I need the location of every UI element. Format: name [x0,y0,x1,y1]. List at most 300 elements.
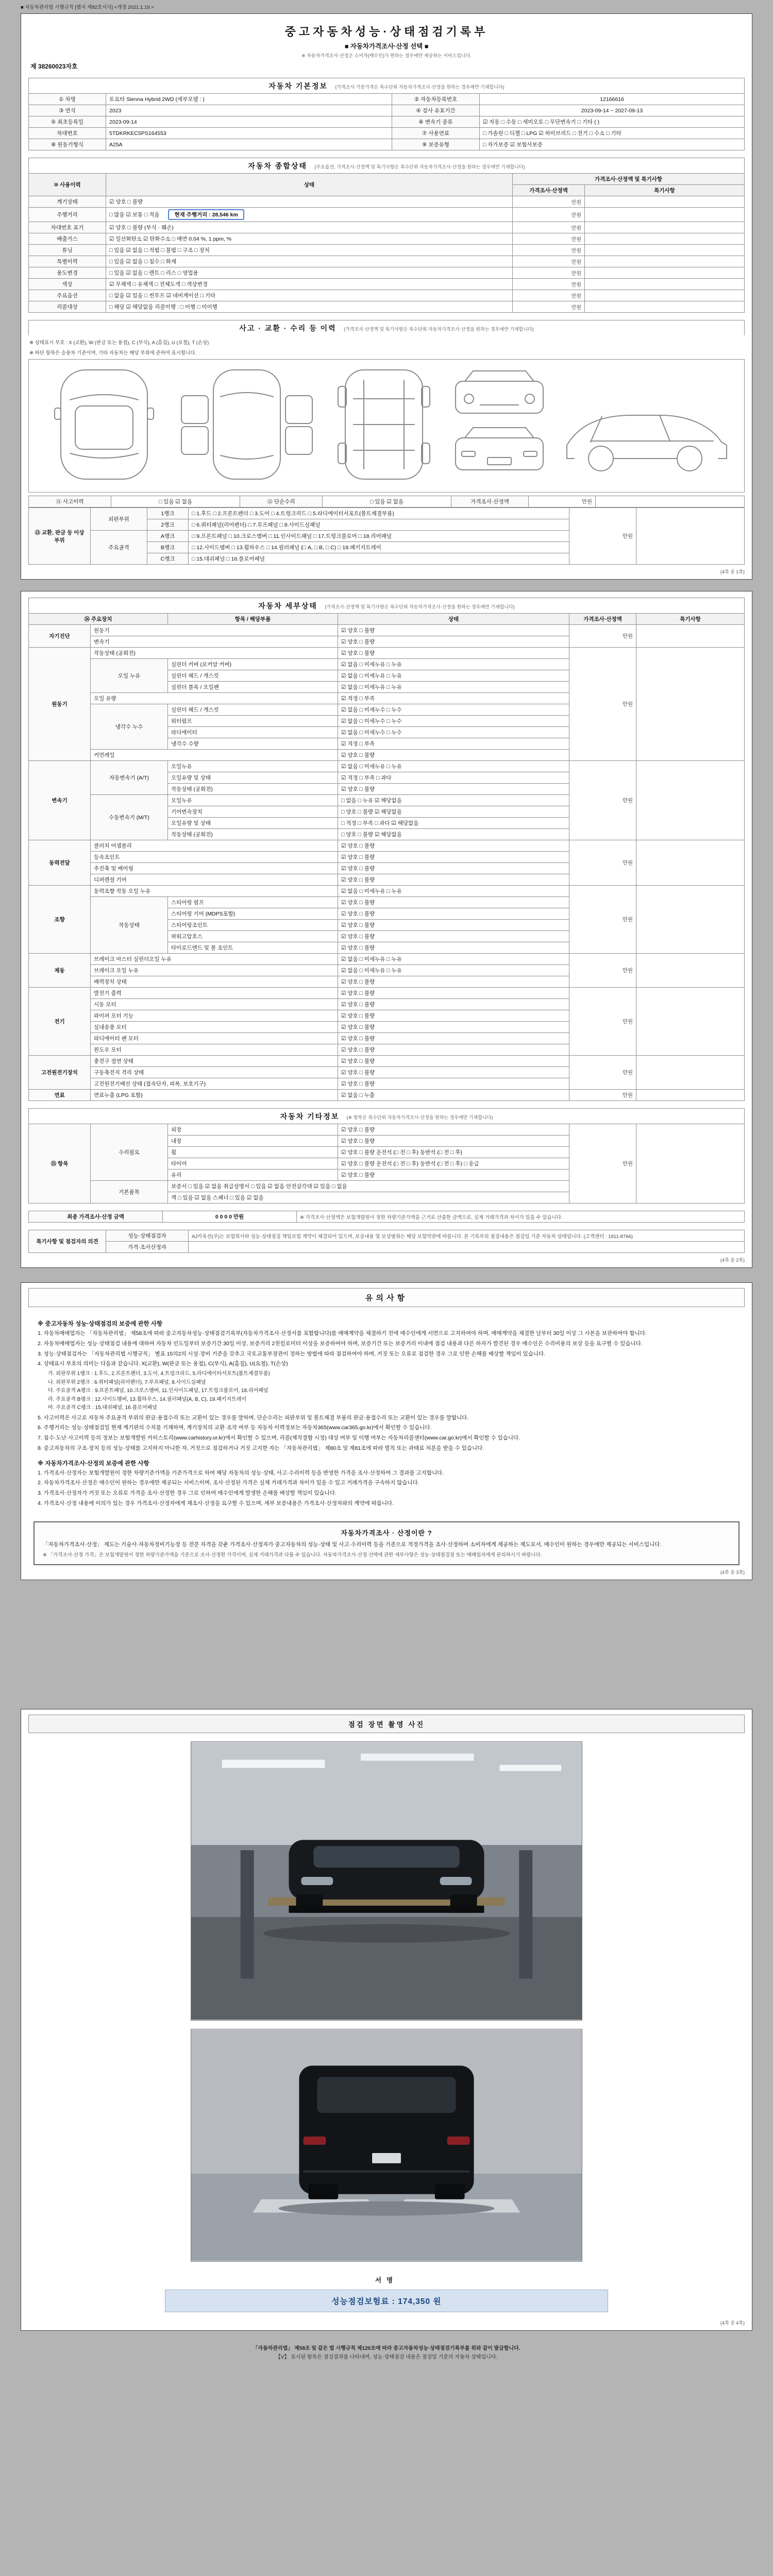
accident-summary-table [28,496,745,507]
notice-line: 가. 외판부위 1랭크 : 1.후드, 2.프론트펜더, 3.도어, 4.트렁크리드, 5.라디에이터서포트(볼트체결부품) [48,1371,270,1377]
car-outline-views [31,363,746,486]
form-cell: 만원 [569,1056,636,1090]
form-cell: 만원 [569,840,636,886]
car-underbody-view [338,370,430,479]
form-cell: 라디에이터 [168,727,338,738]
form-cell: 만원 [569,625,636,648]
damage-code-legend: ※ 상태표시 부호 : X (교환), W (판금 또는 용접), C (부식), A (흠집), U (요철), T (손상) [29,340,209,346]
form-cell: 기본품목 [91,1181,168,1204]
form-cell: C랭크 [147,553,189,565]
page-4 [21,1709,752,2331]
form-cell: 동력전달 [29,840,91,886]
emission-values: ☑ 일산화탄소 ☑ 탄화수소 □ 매연 0.04 %, 1 ppm, % [106,233,513,245]
form-cell: ☑ 없음 □ 미세누수 □ 누수 [338,727,569,738]
form-cell: ☑ 없음 □ 미세누유 □ 누유 [338,886,569,897]
price-appraisal-info-box [33,1521,740,1566]
form-cell: 실린더 헤드 / 개스킷 [168,704,338,716]
form-cell: 만원 [512,245,584,256]
form-cell: 원동기 [91,625,338,636]
section-detail-header [28,598,745,613]
car-front-view [456,371,543,413]
car-exploded-top-view [181,370,312,479]
page-2 [21,591,752,1268]
notices-title: 유의사항 [28,1288,745,1307]
form-cell: 동력조향 작동 오일 누유 [91,886,338,897]
form-cell: 변속기 [91,636,338,648]
form-cell: 냉각수 누수 [91,704,168,750]
form-cell: ☑ 없음 □ 미세누유 □ 누유 [338,954,569,965]
form-cell: ☑ 양호 □ 불량 [338,1056,569,1067]
text: □ 많음 ☑ 보통 □ 적음 [109,212,161,218]
form-cell: 유리 [168,1170,338,1181]
inspection-insurance-fee: 성능점검보험료 : 174,350 원 [165,2290,608,2312]
form-cell: □ 있음 ☑ 없음 □ 적법 □ 불법 □ 구조 □ 장치 [106,245,513,256]
form-cell: 가격조사·산정액 [512,185,584,196]
form-cell: 타이어 [168,1158,338,1170]
notices-body [28,1307,745,1513]
form-cell: 2랭크 [147,519,189,531]
form-cell: ☑ 없음 □ 미세누유 □ 누유 [338,670,569,682]
form-cell: 자동변속기 (A/T) [91,761,168,795]
form-cell: 실린더 커버 (로커암 커버) [168,659,338,670]
form-cell: ☑ 양호 □ 불량 [338,852,569,863]
form-cell [636,840,745,886]
form-cell: 만원 [569,886,636,954]
form-cell: ☑ 양호 □ 불량 [338,976,569,988]
form-cell: ☑ 양호 □ 불량 [338,863,569,874]
form-cell: ☑ 양호 □ 불량 [338,931,569,942]
car-rear-view [456,428,543,470]
form-cell: 오일누유 [168,795,338,806]
form-cell [636,648,745,761]
form-cell: 특별이력 [29,256,106,267]
section-note: (가격조사 기준가격은 복수단위 자동차가격조사·산정을 원하는 경우에만 기재합니다) [335,84,505,90]
form-cell: □ 해당 ☑ 해당없음 리콜이행 : □ 이행 □ 미이행 [106,301,513,313]
form-cell [189,1242,745,1253]
form-cell: A랭크 [147,531,189,542]
form-cell: ☑ 양호 □ 불량 [338,1044,569,1056]
simple-repair-state: □ 있음 ☑ 없음 [323,496,451,507]
form-cell: □ 9.프론트패널 □ 10.크로스멤버 □ 11.인사이드패널 □ 17.트렁크플로어 □ 18.리어패널 [189,531,569,542]
notice-line: 8. 중고자동차의 구조·장치 등의 성능·상태를 고지하지 아니한 자, 거짓으로 점검하거나 거짓 고지한 자는 「자동차관리법」 제80조 및 제81조에 따라 벌칙 또는 과태료 처분을 받을 수 있습니다. [38,1445,484,1451]
inspection-valid-period: 2023-09-14 ~ 2027-09-13 [480,105,745,116]
form-cell: ☑ 없음 □ 미세누유 □ 누유 [338,761,569,772]
form-cell: 오일누유 [168,761,338,772]
form-cell: ☑ 양호 □ 불량 [106,196,513,208]
form-cell: ☑ 양호 □ 불량 [338,920,569,931]
simple-repair-label: ⑫ 단순수리 [240,496,323,507]
form-cell: ☑ 양호 □ 불량 [338,750,569,761]
vehicle-basis-legend: ※ 하단 항목은 승용차 기준이며, 기타 자동차는 해당 부위에 준하여 표시합니다. [29,350,197,356]
form-cell: ① 차명 [29,94,106,105]
form-cell: 휠 [168,1147,338,1158]
form-cell: 만원 [512,196,584,208]
model-year: 2023 [106,105,392,116]
form-cell: 튜닝 [29,245,106,256]
form-cell: 조향 [29,886,91,954]
form-cell: □ 있음 ☑ 없음 □ 침수 □ 화재 [106,256,513,267]
basic-info-table [28,93,745,150]
page-mark: (4쪽 중 4쪽) [720,2320,745,2326]
form-cell: 특기사항 및 점검자의 의견 [29,1230,106,1253]
price-box-title: 자동차가격조사 · 산정이란 ? [341,1529,432,1537]
form-cell: 만원 [569,988,636,1056]
form-cell: ☑ 양호 □ 불량 [338,1067,569,1078]
photo-car-on-lift-rear [191,2029,582,2261]
detail-condition-table [28,613,745,1101]
form-cell: 클러치 어셈블리 [91,840,338,852]
form-cell [636,761,745,840]
form-cell: 만원 [512,256,584,267]
document-number: 제 38260023자호 [30,63,78,70]
form-cell: ② 자동차등록번호 [392,94,480,105]
section-note: (※ 항목은 복수단위 자동차가격조사·산정을 원하는 경우에만 기재합니다) [346,1115,493,1120]
section-title: 사고 · 교환 · 수리 등 이력 [239,324,337,332]
form-cell: 구동축전지 격리 상태 [91,1067,338,1078]
form-cell: 만원 [569,648,636,761]
form-cell: 스티어링조인트 [168,920,338,931]
form-cell: ☑ 무채색 □ 유채색 □ 전체도색 □ 색상변경 [106,279,513,290]
notice-line: 3. 가격조사·산정자가 거짓 또는 오류로 가격을 조사·산정한 경우 그로 인하여 매수인에게 발생한 손해를 배상할 책임이 있습니다. [38,1490,337,1496]
form-cell: 고전원전기배선 상태 (접속단자, 피복, 보호기구) [91,1078,338,1090]
form-cell: 시동 모터 [91,999,338,1010]
form-cell: 냉각수 수량 [168,738,338,750]
form-cell: ☑ 적정 □ 부족 [338,738,569,750]
form-cell [584,256,744,267]
notice-line: 라. 주요골격 B랭크 : 12.사이드멤버, 13.휠하우스, 14.필러패널(A, B, C), 19.패키지트레이 [48,1396,247,1402]
section-note: (가격조사·산정액 및 특기사항은 복수단위 자동차가격조사·산정을 원하는 경우에만 기재합니다) [344,327,534,332]
page-mark: (4쪽 중 1쪽) [720,569,745,574]
form-cell: 상태 [106,174,513,196]
form-cell: 연료 [29,1090,91,1101]
registration-number: 12166616 [480,94,745,105]
form-cell: ☑ 양호 □ 불량 [338,648,569,659]
form-cell: 수리필요 [91,1124,168,1181]
notice-line: 나. 외판부위 2랭크 : 6.쿼터패널(리어펜더), 7.루프패널, 8.사이드실패널 [48,1379,206,1385]
form-cell: 만원 [569,1090,636,1101]
form-cell: ⑩ 사용이력 [29,174,106,196]
form-cell: 차대번호 표기 [29,222,106,233]
notice-line: ※ 자동차가격조사·산정의 보증에 관한 사항 [38,1460,149,1467]
form-cell [584,279,744,290]
form-cell: ☑ 적정 □ 부족 [338,693,569,704]
inspection-photos-title: 점검 장면 촬영 사진 [28,1715,745,1733]
form-cell: 작동상태 [91,897,168,954]
form-cell [636,954,745,988]
section-title: 자동차 종합상태 [248,162,307,170]
document-subtitle: ■ 자동차가격조사·산정 선택 ■ [344,43,429,50]
misc-info-table [28,1124,745,1204]
form-cell: 윈도우 모터 [91,1044,338,1056]
form-cell: ☑ 없음 □ 미세누유 □ 누유 [338,682,569,693]
form-cell [106,208,513,222]
legal-footer [21,2344,752,2362]
legal-footer-line-1: 「자동차관리법」 제58조 및 같은 법 시행규칙 제120조에 따라 중고자동차성능·상태점검기록부를 위와 같이 발급합니다. [253,2346,520,2352]
inspector-opinion: AJ카옥션(주)는 보험회사와 성능·상태점검 책임보험 계약이 체결되어 있으며, 보증내용 및 보상범위는 해당 보험약관에 따릅니다. 본 기록부의 점검내용은 점검일 기준 자동차 상태입니다. (고객센터 : 1811-8766) [189,1230,745,1242]
form-cell: ⑤ 최초등록일 [29,116,106,128]
form-cell: 특기사항 [636,614,745,625]
form-cell: 만원 [512,290,584,301]
notice-line: ※ 중고자동차 성능·상태점검의 보증에 관한 사항 [38,1321,163,1327]
form-cell: 만원 [512,222,584,233]
page-mark: (4쪽 중 3쪽) [720,1570,745,1575]
form-cell: 작동상태 (공회전) [91,648,338,659]
form-cell: 실린더 블록 / 오일팬 [168,682,338,693]
transmission-type: ☑ 자동 □ 수동 □ 세미오토 □ 무단변속기 □ 기타 ( ) [480,116,745,128]
form-cell: 브레이크 마스터 실린더오일 누유 [91,954,338,965]
form-cell: 보증서 □ 있음 ☑ 없음 취급설명서 □ 있음 ☑ 없음 안전삼각대 ☑ 있음 □ 없음 [168,1181,569,1192]
section-accident-header [28,320,745,335]
form-reference-note: ■ 자동차관리법 시행규칙 [별지 제82호서식] <개정 2021.1.19.> [21,5,154,10]
form-cell: □ 12.사이드멤버 □ 13.휠하우스 □ 14.필러패널 (□ A, □ B, □ C) □ 19.패키지트레이 [189,542,569,553]
form-cell: 색상 [29,279,106,290]
section-title: 자동차 기타정보 [280,1112,340,1121]
form-cell: ☑ 양호 □ 불량 [338,784,569,795]
vehicle-damage-diagram [28,359,745,493]
form-cell: 상태 [338,614,569,625]
form-cell: 브레이크 오일 누유 [91,965,338,976]
form-cell: ☑ 양호 □ 불량 [338,897,569,908]
form-cell: 디퍼렌셜 기어 [91,874,338,886]
page-1 [21,13,752,580]
form-cell: 만원 [569,954,636,988]
form-cell: □ 양호 □ 불량 ☑ 해당없음 [338,806,569,818]
form-cell: ☑ 양호 □ 불량 [338,1170,569,1181]
form-cell: 스티어링 펌프 [168,897,338,908]
form-cell: 타이로드엔드 및 볼 조인트 [168,942,338,954]
form-cell: 용도변경 [29,267,106,279]
form-cell [584,233,744,245]
form-cell: 라디에이터 팬 모터 [91,1033,338,1044]
notice-line: 마. 주요골격 C랭크 : 15.대쉬패널, 16.플로어패널 [48,1405,157,1411]
form-cell: 만원 [512,279,584,290]
form-cell: 스티어링 기어 (MDPS포함) [168,908,338,920]
form-cell [584,301,744,313]
form-cell: □ 없음 □ 누유 ☑ 해당없음 [338,795,569,806]
form-cell: ☑ 양호 □ 불량 [338,1136,569,1147]
page-mark: (4쪽 중 2쪽) [720,1258,745,1263]
form-cell: 외장 [168,1124,338,1136]
form-cell [584,196,744,208]
form-cell: 고전원전기장치 [29,1056,91,1090]
section-basic-info-header [28,78,745,93]
form-cell: 최종 가격조사·산정 금액 [29,1211,163,1223]
form-cell: 오일유량 및 상태 [168,772,338,784]
form-cell: □ 1.후드 □ 2.프론트펜더 □ 3.도어 □ 4.트렁크리드 □ 5.라디에이터서포트(볼트체결부품) [189,508,569,519]
form-cell: 주행거리 [29,208,106,222]
car-top-view [55,370,154,479]
form-cell [636,988,745,1056]
section-title: 자동차 기본정보 [268,82,328,90]
form-cell: □ 15.대쉬패널 □ 16.플로어패널 [189,553,569,565]
form-cell [584,290,744,301]
form-cell: 전기 [29,988,91,1056]
notice-line: 4. 가격조사·산정 내용에 이의가 있는 경우 가격조사·산정자에게 재조사·산정을 요구할 수 있으며, 세부 보증내용은 가격조사·산정자와의 계약에 따릅니다. [38,1500,394,1506]
form-cell: 외판부위 [91,508,147,531]
form-cell: ⑨ 보증유형 [392,139,480,150]
form-cell: 차대번호 [29,128,106,139]
form-cell: 만원 [512,267,584,279]
form-cell: 등속조인트 [91,852,338,863]
form-cell: ☑ 없음 □ 누출 [338,1090,569,1101]
form-cell: 추진축 및 베어링 [91,863,338,874]
form-cell: 만원 [569,1124,636,1204]
form-cell: 연료누출 (LPG 포함) [91,1090,338,1101]
first-registration-date: 2023-09-14 [106,116,392,128]
notice-line: 6. 주행거리는 성능·상태점검일 현재 계기판의 수치를 기재하며, 계기장치의 교환·조작 여부 등 자동차 이력정보는 자동차365(www.car365.go.kr)에서 확인할 수 있습니다. [38,1425,432,1431]
inspector-opinion-table [28,1230,745,1253]
form-cell: 내장 [168,1136,338,1147]
notice-line: 다. 주요골격 A랭크 : 9.프론트패널, 10.크로스멤버, 11.인사이드패널, 17.트렁크플로어, 18.리어패널 [48,1388,268,1394]
form-cell [584,208,744,222]
form-cell: ☑ 양호 □ 불량 [338,1124,569,1136]
form-cell: ※ 가격조사·산정액은 보험개발원이 정한 차량기준가액을 근거로 산출한 금액으로, 실제 거래가격과 차이가 있을 수 있습니다. [297,1211,745,1223]
form-cell: ☑ 적정 □ 부족 □ 과다 [338,772,569,784]
form-cell [596,496,745,507]
car-side-view [567,415,727,471]
form-cell: □ 양호 □ 불량 ☑ 해당없음 [338,829,569,840]
legal-footer-line-2: 【V】 표시된 항목은 점검결과를 나타내며, 성능·상태점검 내용은 점검일 기준의 자동차 상태입니다. [275,2354,498,2361]
form-cell: 가격조사·산정액 [569,614,636,625]
notice-line: 2. 자동차매매업자는 성능·상태점검 내용에 대하여 자동차 인도일부터 보증기간 30일 이상, 보증거리 2천킬로미터 이상을 보증하여야 하며, 보증기간 또는 보증거리 이내에 점검 내용과 다른 하자가 발견된 경우 매수인은 수리비용의 보상 등을 요구할 수 있습니다. [38,1340,643,1347]
current-mileage: 현재 주행거리 : 28,546 km [168,209,244,220]
notice-line: 5. 사고이력은 사고로 자동차 주요골격 부위의 판금·용접수리 또는 교환이 있는 경우를 말하며, 단순수리는 외판부위 및 볼트체결 부품의 판금·용접수리 또는 교환이 있는 경우를 말합니다. [38,1414,469,1421]
form-cell: 성능·상태점검자 [106,1230,189,1242]
form-cell: ☑ 양호 □ 불량 [338,840,569,852]
form-cell: ☑ 양호 □ 불량 [338,636,569,648]
form-cell: ☑ 없음 □ 미세누수 □ 누수 [338,704,569,716]
form-cell: 워터펌프 [168,716,338,727]
form-cell: 와이퍼 모터 기능 [91,1010,338,1022]
final-appraised-amount: 0 0 0 0 만원 [163,1211,297,1223]
notice-line: 4. 상태표시 부호의 의미는 다음과 같습니다. X(교환), W(판금 또는 용접), C(부식), A(흠집), U(요철), T(손상) [38,1361,288,1367]
form-cell: 배력장치 상태 [91,976,338,988]
form-cell [636,1090,745,1101]
form-cell: 만원 [512,233,584,245]
form-cell: 만원 [512,208,584,222]
form-cell: ⑭ 주요장치 [29,614,168,625]
form-cell: ☑ 양호 □ 불량 [338,942,569,954]
form-cell: 특기사항 [584,185,744,196]
form-cell: B랭크 [147,542,189,553]
form-cell: 오일 유량 [91,693,338,704]
form-cell: 리콜대상 [29,301,106,313]
section-title: 자동차 세부상태 [258,602,317,610]
section-overall-header [28,158,745,173]
form-cell: ☑ 양호 □ 불량 (부식 · 훼손) [106,222,513,233]
notice-line: 1. 자동차매매업자는 「자동차관리법」 제58조에 따라 중고자동차성능·상태점검기록부(자동차가격조사·산정서를 포함합니다)를 매매계약을 체결하기 전에 매수인에게 서면으로 고지하여야 하며, 매매계약을 체결한 날부터 30일 이상 그 사본을 보관하여야 합니다. [38,1330,647,1336]
form-cell: 항목 / 해당부품 [168,614,338,625]
form-cell: 가격조사·산정액 [451,496,529,507]
form-cell: 충전구 절연 상태 [91,1056,338,1067]
form-cell: □ 적정 □ 부족 □ 과다 ☑ 해당없음 [338,818,569,829]
photo-car-on-lift-front [191,1742,582,2020]
form-cell: ☑ 양호 □ 불량 [338,1010,569,1022]
form-cell [584,222,744,233]
form-cell: 파워고압호스 [168,931,338,942]
form-cell: ⑬ 교환, 판금 등 이상 부위 [29,508,91,565]
form-cell [636,1056,745,1090]
vehicle-name: 토요타 Sienna Hybrid 2WD (세부모델 : ) [106,94,392,105]
form-cell: 자기진단 [29,625,91,648]
inspection-photo-2 [191,2029,582,2262]
form-cell: ☑ 양호 □ 불량 [338,874,569,886]
overall-condition-table [28,173,745,313]
form-cell: ☑ 양호 □ 불량 운전석 (□ 전 □ 후) 동반석 (□ 전 □ 후) □ 응급 [338,1158,569,1170]
engine-type: A25A [106,139,392,150]
form-cell: ③ 연식 [29,105,106,116]
form-cell [636,625,745,648]
price-box-note: ※ 「가격조사·산정 가격」은 보험개발원이 정한 차량기준가액을 기준으로 조사·산정한 가격이며, 실제 거래가격과 다를 수 있습니다. 자동차가격조사·산정 선택에 관한 세부사항은 성능·상태점검장 또는 매매업자에게 문의하시기 바랍니다. [43,1552,542,1558]
form-cell: ☑ 없음 □ 미세누유 □ 누유 [338,965,569,976]
form-cell: 배출가스 [29,233,106,245]
form-cell: □ 6.쿼터패널(리어펜더) □ 7.루프패널 □ 8.사이드실패널 [189,519,569,531]
section-note: (가격조사·산정액 및 특기사항은 복수단위 자동차가격조사·산정을 원하는 경우에만 기재합니다) [325,604,515,609]
form-cell [636,886,745,954]
form-cell: 1랭크 [147,508,189,519]
form-cell: 기어변속장치 [168,806,338,818]
form-cell: 원동기 [29,648,91,761]
final-price-table [28,1211,745,1223]
form-cell: ☑ 양호 □ 불량 [338,908,569,920]
form-cell: ☑ 양호 □ 불량 [338,988,569,999]
form-cell: ☑ 양호 □ 불량 [338,1022,569,1033]
form-cell [636,1124,745,1204]
warranty-type: □ 자가보증 ☑ 보험사보증 [480,139,745,150]
form-cell: 만원 [569,761,636,840]
form-cell: 가격조사·산정액 및 특기사항 [512,174,744,185]
form-cell: ☑ 없음 □ 미세누수 □ 누수 [338,716,569,727]
price-box-body: 「자동차가격조사·산정」 제도는 기술사·자동차정비기능장 등 전문 자격을 갖춘 가격조사·산정자가 중고자동차의 성능·상태 및 사고·수리이력 등을 기준으로 적정가격을 조사·산정하여 소비자에게 제공하는 제도로서, 매수인이 원하는 경우에만 제공되는 서비스입니다. [43,1541,662,1548]
form-cell: 실린더 헤드 / 개스킷 [168,670,338,682]
form-cell: ☑ 양호 □ 불량 운전석 (□ 전 □ 후) 동반석 (□ 전 □ 후) [338,1147,569,1158]
accident-history-state: □ 있음 ☑ 없음 [111,496,240,507]
inspection-photo-1 [191,1741,582,2021]
signature-label: 서명 [375,2277,398,2284]
form-cell: ☑ 양호 □ 불량 [338,999,569,1010]
form-cell: ☑ 양호 □ 불량 [338,1078,569,1090]
form-cell: □ 없음 ☑ 있음 □ 썬루프 ☑ 네비게이션 □ 기타 [106,290,513,301]
fuel-type: □ 가솔린 □ 디젤 □ LPG ☑ 하이브리드 □ 전기 □ 수소 □ 기타 [480,128,745,139]
notice-line: 2. 자동차가격조사·산정은 매수인이 원하는 경우에만 제공되는 서비스이며, 조사·산정된 가격은 실제 거래가격과 차이가 있을 수 있고 거래가격을 구속하지 않습니다. [38,1480,419,1486]
form-cell: □ 있음 ☑ 없음 □ 렌트 □ 리스 □ 영업용 [106,267,513,279]
notice-line: 7. 침수·도난·사고이력 등의 정보는 보험개발원 카히스토리(www.carhistory.or.kr)에서 확인할 수 있으며, 리콜(제작결함 시정) 대상 여부 및 이행 여부는 자동차리콜센터(www.car.go.kr)에서 확인할 수 있습니다. [38,1435,520,1441]
form-cell: 주요골격 [91,531,147,565]
section-misc-header [28,1108,745,1124]
form-cell: 수동변속기 (M/T) [91,795,168,840]
form-cell: 오일유량 및 상태 [168,818,338,829]
form-cell: 만원 [569,508,636,565]
form-cell: ☑ 양호 □ 불량 [338,1033,569,1044]
form-cell [584,267,744,279]
form-cell: 오일 누유 [91,659,168,693]
form-cell: ⑮ 항목 [29,1124,91,1204]
form-cell: ☑ 양호 □ 불량 [338,625,569,636]
form-cell: 잭 □ 있음 ☑ 없음 스패너 □ 있음 ☑ 없음 [168,1192,569,1204]
form-cell: 주요옵션 [29,290,106,301]
notice-line: 3. 성능·상태점검자는 「자동차관리법 시행규칙」 별표 15의2의 시설·장비 기준을 갖추고 국토교통부장관이 정하는 방법에 따라 점검하여야 하며, 거짓 또는 오류로 점검한 경우 그로 인한 손해를 배상할 책임이 있습니다. [38,1350,546,1357]
form-cell: 제동 [29,954,91,988]
form-cell: ☑ 없음 □ 미세누유 □ 누유 [338,659,569,670]
form-cell: 실내송풍 모터 [91,1022,338,1033]
form-cell: 계기상태 [29,196,106,208]
vin: 5TDKRKEC5PS164553 [106,128,392,139]
form-cell: 발전기 출력 [91,988,338,999]
form-cell: 변속기 [29,761,91,840]
document-title: 중고자동차성능·상태점검기록부 [284,25,489,38]
notice-line: 1. 가격조사·산정자는 보험개발원이 정한 차량기준가액을 기준가격으로 하여 해당 자동차의 성능·상태, 사고·수리이력 등을 반영한 가격을 조사·산정하여 그 결과를 고지합니다. [38,1469,444,1476]
form-cell [636,508,745,565]
